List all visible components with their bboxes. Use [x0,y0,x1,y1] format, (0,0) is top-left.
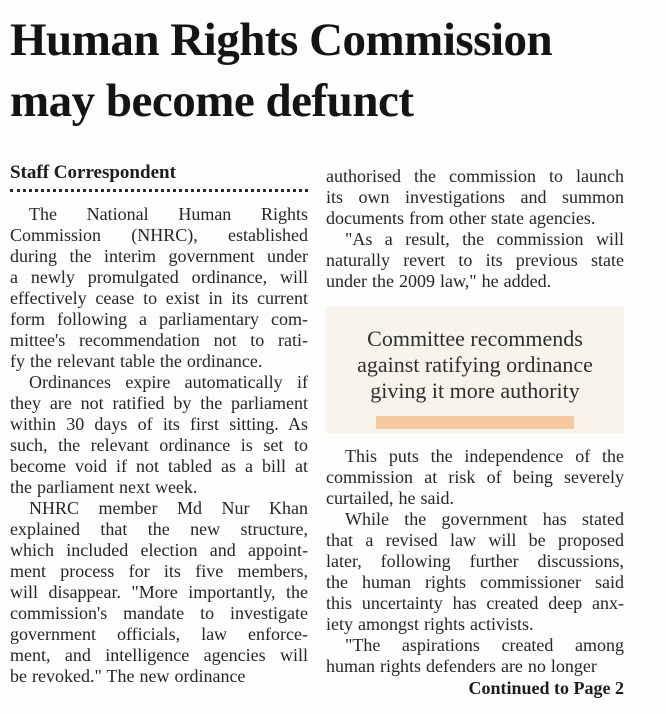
body-text-line: its own investigations and summon [326,187,624,207]
right-column-body-top [326,166,624,292]
body-text-line: This puts the independence of the [345,446,624,466]
body-text-line: curtailed, he said. [326,488,454,508]
body-text-line: later, following further discussions, [326,551,624,571]
body-text-line: within 30 days of its first sitting. As [10,414,308,434]
body-text-line: which included election and appoint- [10,540,308,560]
right-column [326,162,624,699]
body-text-line: under the 2009 law," he added. [326,271,552,291]
article-headline [10,10,624,132]
body-text-line: commission's mandate to investigate [10,603,308,623]
paragraph [326,635,624,677]
headline-line-1: Human Rights Commission [10,14,553,66]
article-columns [10,162,624,699]
body-text-line: such, the relevant ordinance is set to [10,435,308,455]
body-text-line: While the government has stated [345,509,624,529]
body-text-line: will disappear. "More importantly, the [10,582,308,602]
body-text-line: they are not ratified by the parliament [10,393,308,413]
body-text-line: ment process for its five members, [10,561,308,581]
body-text-line: this uncertainty has created deep anx- [326,593,624,613]
body-text-line: fy the relevant table the ordinance. [10,351,263,371]
pullquote-box [326,307,624,433]
body-text-line: Ordinances expire automatically if [29,372,308,392]
body-text-line: be revoked." The new ordinance [10,666,246,686]
headline-line-2: may become defunct [10,75,414,127]
pullquote-line-3: giving it more authority [370,378,580,403]
paragraph [10,498,308,687]
body-text-line: "The aspirations created among [345,635,624,655]
body-text-line: mittee's recommendation not to rati- [10,330,308,350]
right-column-body-bottom [326,446,624,677]
body-text-line: become void if not tabled as a bill at [10,456,308,476]
body-text-line: effectively cease to exist in its current [10,288,308,308]
body-text-line: NHRC member Md Nur Khan [29,498,308,518]
paragraph [10,372,308,498]
body-text-line: during the interim government under [10,246,308,266]
pullquote-accent-bar [376,416,574,429]
body-text-line: a newly promulgated ordinance, will [10,267,308,287]
body-text-line: The National Human Rights [29,204,308,224]
body-text-line: human rights defenders are no longer [326,656,597,676]
paragraph [326,229,624,292]
byline-dotted-rule [10,186,308,192]
body-text-line: iety amongst rights activists. [326,614,534,634]
pullquote-line-2: against ratifying ordinance [357,352,593,377]
body-text-line: commission at risk of being severely [326,467,624,487]
byline: Staff Correspondent [10,162,176,183]
body-text-line: ment, and intelligence agencies will [10,645,308,665]
left-column [10,162,308,699]
body-text-line: the human rights commissioner said [326,572,624,592]
paragraph [326,509,624,635]
left-column-body [10,204,308,687]
paragraph [326,446,624,509]
paragraph [326,166,624,229]
body-text-line: "As a result, the commission will [345,229,624,249]
body-text-line: government officials, law enforce- [10,624,308,644]
paragraph [10,204,308,372]
pullquote-line-1: Committee recommends [367,326,583,351]
continued-notice: Continued to Page 2 [468,678,624,698]
body-text-line: the parliament next week. [10,477,198,497]
body-text-line: Commission (NHRC), established [10,225,308,245]
body-text-line: documents from other state agencies. [326,208,596,228]
body-text-line: explained that the new structure, [10,519,308,539]
body-text-line: that a revised law will be proposed [326,530,624,550]
body-text-line: authorised the commission to launch [326,166,624,186]
body-text-line: naturally revert to its previous state [326,250,624,270]
body-text-line: form following a parliamentary com- [10,309,308,329]
